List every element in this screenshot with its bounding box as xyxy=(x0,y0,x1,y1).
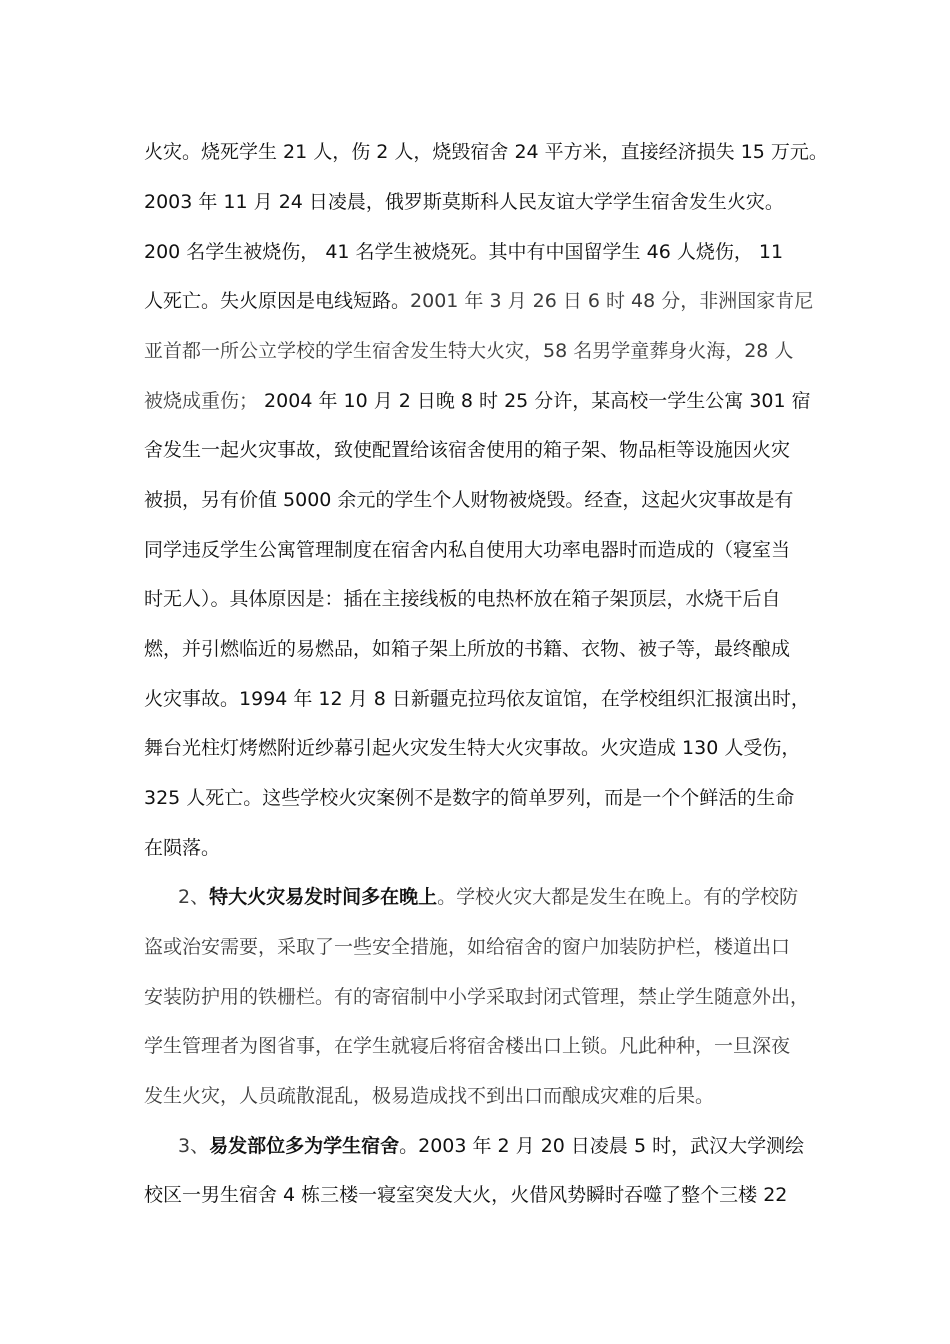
bold-heading-text: 易发部位多为学生宿舍 xyxy=(209,1135,400,1157)
text-line xyxy=(144,586,844,612)
text-line xyxy=(144,239,844,265)
text-segment: 。2003 年 2 月 20 日凌晨 5 时，武汉大学测绘 xyxy=(399,1135,805,1157)
text-line xyxy=(144,835,844,861)
text-segment: 学生管理者为图省事，在学生就寝后将宿舍楼出口上锁。凡此种种，一旦深夜 xyxy=(144,1035,791,1057)
text-line xyxy=(144,537,844,563)
text-line xyxy=(144,338,844,364)
text-line xyxy=(144,934,844,960)
text-line xyxy=(144,437,844,463)
text-line xyxy=(144,1182,844,1208)
text-line xyxy=(144,785,844,811)
text-segment: 2、 xyxy=(178,886,210,908)
text-segment: 舍发生一起火灾事故，致使配置给该宿舍使用的箱子架、物品柜等设施因火灾 xyxy=(144,439,791,461)
text-line xyxy=(144,1083,844,1109)
text-line xyxy=(178,884,878,910)
text-segment: 人死亡。失火原因是电线短路。 xyxy=(144,290,411,312)
text-segment: 200 名学生被烧伤， 41 名学生被烧死。其中有中国留学生 46 人烧伤， 11 xyxy=(144,241,784,263)
text-segment: 被烧成重伤； xyxy=(144,390,259,412)
text-segment: 火灾。烧死学生 21 人，伤 2 人，烧毁宿舍 24 平方米，直接经济损失 15 万元。 xyxy=(144,141,828,163)
text-segment: 325 人死亡。这些学校火灾案例不是数字的简单罗列，而是一个个鲜活的生命 xyxy=(144,787,795,809)
text-line xyxy=(144,139,844,165)
text-line xyxy=(144,288,844,314)
text-line xyxy=(144,388,844,414)
text-line xyxy=(144,735,844,761)
text-segment: 燃，并引燃临近的易燃品，如箱子架上所放的书籍、衣物、被子等，最终酿成 xyxy=(144,638,791,660)
text-segment: 亚首都一所公立学校的学生宿舍发生特大火灾，58 名男学童葬身火海，28 人 xyxy=(144,340,794,362)
text-line xyxy=(178,1133,878,1159)
text-segment: 被损，另有价值 5000 余元的学生个人财物被烧毁。经查，这起火灾事故是有 xyxy=(144,489,794,511)
text-segment: 在陨落。 xyxy=(144,837,221,859)
bold-heading-text: 特大火灾易发时间多在晚上 xyxy=(209,886,438,908)
text-segment: 。学校火灾大都是发生在晚上。有的学校防 xyxy=(437,886,799,908)
text-line xyxy=(144,686,844,712)
text-segment: 2001 年 3 月 26 日 6 时 48 分，非洲国家肯尼 xyxy=(410,290,814,312)
text-line xyxy=(144,636,844,662)
text-line xyxy=(144,487,844,513)
text-segment: 安装防护用的铁栅栏。有的寄宿制中小学采取封闭式管理，禁止学生随意外出， xyxy=(144,986,810,1008)
text-line xyxy=(144,1033,844,1059)
text-segment: 时无人）。具体原因是：插在主接线板的电热杯放在箱子架顶层，水烧干后自 xyxy=(144,588,781,610)
text-segment: 2004 年 10 月 2 日晚 8 时 25 分许，某高校一学生公寓 301 宿 xyxy=(258,390,811,412)
text-segment: 舞台光柱灯烤燃附近纱幕引起火灾发生特大火灾事故。火灾造成 130 人受伤， xyxy=(144,737,801,759)
text-segment: 发生火灾，人员疏散混乱，极易造成找不到出口而酿成灾难的后果。 xyxy=(144,1085,715,1107)
text-line xyxy=(144,984,844,1010)
text-line xyxy=(144,189,844,215)
text-segment: 火灾事故。1994 年 12 月 8 日新疆克拉玛依友谊馆，在学校组织汇报演出时， xyxy=(144,688,810,710)
text-segment: 3、 xyxy=(178,1135,210,1157)
text-segment: 盗或治安需要，采取了一些安全措施，如给宿舍的窗户加装防护栏，楼道出口 xyxy=(144,936,791,958)
text-segment: 校区一男生宿舍 4 栋三楼一寝室突发大火，火借风势瞬时吞噬了整个三楼 22 xyxy=(144,1184,788,1206)
text-segment: 同学违反学生公寓管理制度在宿舍内私自使用大功率电器时而造成的（寝室当 xyxy=(144,539,791,561)
text-segment: 2003 年 11 月 24 日凌晨，俄罗斯莫斯科人民友谊大学学生宿舍发生火灾。 xyxy=(144,191,784,213)
